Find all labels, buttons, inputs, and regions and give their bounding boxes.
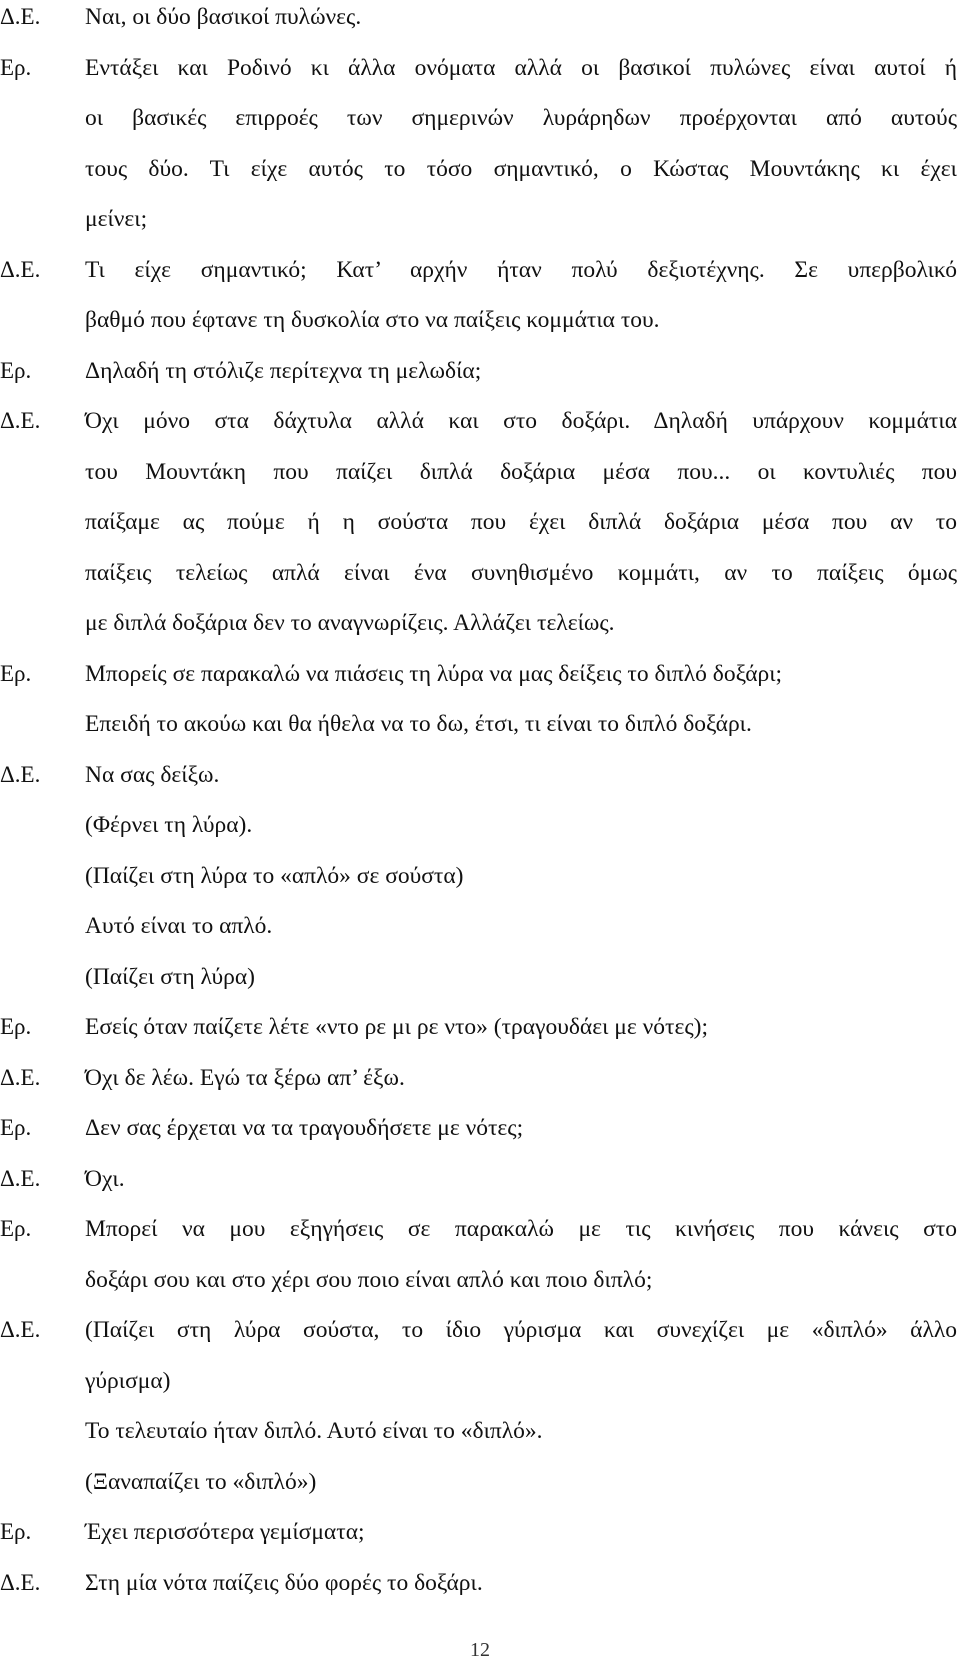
dialogue-line: Μπορείς σε παρακαλώ να πιάσεις τη λύρα να μας δείξεις το διπλό δοξάρι; [85,660,783,687]
speaker-label: Δ.Ε. [0,4,41,29]
dialogue-line: του Μουντάκη που παίζει διπλά δοξάρια μέσα που... οι κοντυλιές που [85,458,957,485]
dialogue-line: Δεν σας έρχεται να τα τραγουδήσετε με νότες; [85,1115,524,1141]
dialogue-line: μείνει; [85,206,148,232]
dialogue-entry [0,1305,960,1507]
speaker-label: Ερ. [0,1216,32,1241]
speaker-label: Δ.Ε. [0,408,41,433]
speaker-label: Ερ. [0,1115,32,1140]
dialogue-entry [0,1154,960,1205]
dialogue-line: Έχει περισσότερα γεμίσματα; [85,1519,365,1545]
dialogue-line: Όχι. [85,1165,125,1192]
dialogue-line: Επειδή το ακούω και θα ήθελα να το δω, έτσι, τι είναι το διπλό δοξάρι. [85,711,752,737]
dialogue-entry [0,43,960,245]
dialogue-line: Όχι δε λέω. Εγώ τα ξέρω απ’ έξω. [85,1064,405,1091]
dialogue-line: γύρισμα) [85,1367,171,1394]
dialogue-line: Τι είχε σημαντικό; Κατ’ αρχήν ήταν πολύ δεξιοτέχνης. Σε υπερβολικό [85,256,957,283]
dialogue-line: Μπορεί να μου εξηγήσεις σε παρακαλώ με τις κινήσεις που κάνεις στο [85,1216,957,1242]
dialogue-entry [0,1053,960,1104]
dialogue-line: δοξάρι σου και στο χέρι σου ποιο είναι απλό και ποιο διπλό; [85,1266,653,1293]
dialogue-entry [0,396,960,649]
dialogue-line: (Παίζει στη λύρα το «απλό» σε σούστα) [85,862,464,889]
dialogue-entry [0,346,960,397]
dialogue-line: (Παίζει στη λύρα σούστα, το ίδιο γύρισμα και συνεχίζει με «διπλό» άλλο [85,1317,957,1343]
dialogue-line: με διπλά δοξάρια δεν το αναγνωρίζεις. Αλλάζει τελείως. [85,610,615,636]
dialogue-entry [0,750,960,1003]
speaker-label: Δ.Ε. [0,1317,41,1342]
dialogue-line: οι βασικές επιρροές των σημερινών λυράρηδων προέρχονται από αυτούς [85,105,957,131]
speaker-label: Δ.Ε. [0,1165,41,1191]
dialogue-line: παίξεις τελείως απλά είναι ένα συνηθισμένο κομμάτι, αν το παίξεις όμως [85,559,957,586]
dialogue-line: Στη μία νότα παίζεις δύο φορές το δοξάρι. [85,1569,483,1596]
dialogue-entry [0,0,960,43]
dialogue-line: Εσείς όταν παίζετε λέτε «ντο ρε μι ρε ντο» (τραγουδάει με νότες); [85,1014,708,1040]
speaker-label: Ερ. [0,1519,32,1544]
dialogue-entry [0,1002,960,1053]
speaker-label: Δ.Ε. [0,1569,41,1595]
speaker-label: Ερ. [0,660,32,686]
speaker-label: Δ.Ε. [0,761,41,787]
dialogue-line: Δηλαδή τη στόλιζε περίτεχνα τη μελωδία; [85,357,482,384]
dialogue-line: παίξαμε ας πούμε ή η σούστα που έχει διπλά δοξάρια μέσα που αν το [85,509,957,535]
dialogue-entry [0,1204,960,1305]
dialogue-line: βαθμό που έφτανε τη δυσκολία στο να παίξεις κομμάτια του. [85,307,660,333]
dialogue-line: Αυτό είναι το απλό. [85,913,273,939]
dialogue-line: Εντάξει και Ροδινό κι άλλα ονόματα αλλά οι βασικοί πυλώνες είναι αυτοί ή [85,54,957,81]
speaker-label: Ερ. [0,1014,32,1039]
speaker-label: Δ.Ε. [0,1064,41,1090]
dialogue-entry [0,1558,960,1609]
dialogue-line: (Παίζει στη λύρα) [85,963,255,990]
dialogue-entry [0,1103,960,1154]
dialogue-line: (Ξαναπαίζει το «διπλό») [85,1468,317,1495]
dialogue-entry [0,1507,960,1558]
dialogue-entry [0,245,960,346]
dialogue-line: Όχι μόνο στα δάχτυλα αλλά και στο δοξάρι. Δηλαδή υπάρχουν κομμάτια [85,408,957,434]
speaker-label: Ερ. [0,357,32,383]
speaker-label: Δ.Ε. [0,256,41,282]
dialogue-line: (Φέρνει τη λύρα). [85,812,253,838]
dialogue-line: τους δύο. Τι είχε αυτός το τόσο σημαντικό, ο Κώστας Μουντάκης κι έχει [85,155,957,182]
dialogue-line: Ναι, οι δύο βασικοί πυλώνες. [85,4,362,30]
dialogue-entry [0,649,960,750]
dialogue-line: Να σας δείξω. [85,761,220,788]
speaker-label: Ερ. [0,54,32,80]
page-number: 12 [470,1639,490,1661]
dialogue-line: Το τελευταίο ήταν διπλό. Αυτό είναι το «διπλό». [85,1418,543,1444]
